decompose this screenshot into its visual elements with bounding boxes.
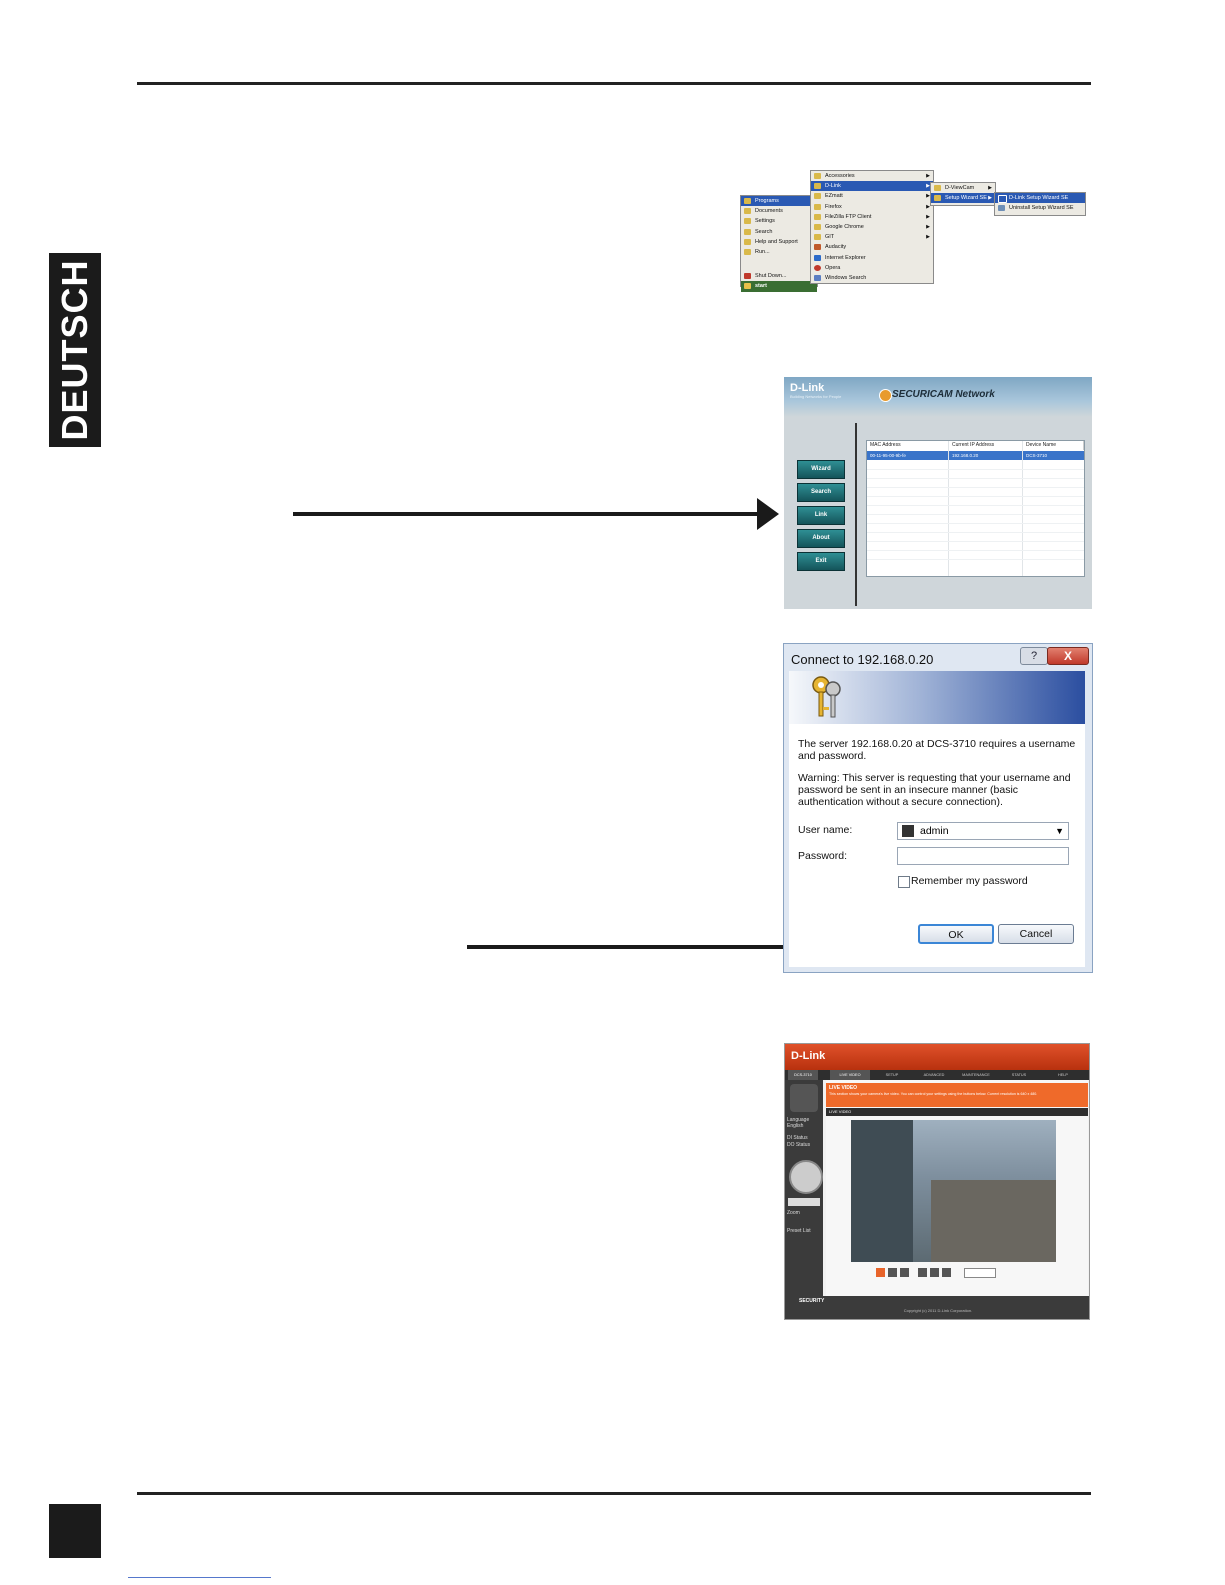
submenu-arrow-icon: ▶ [926, 213, 930, 220]
column-header-mac[interactable]: MAC Address [867, 441, 949, 450]
folder-icon [934, 195, 941, 201]
run-icon [744, 249, 751, 255]
language-side-tab-label: DEUTSCH [54, 259, 95, 441]
tab-maintenance[interactable]: MAINTENANCE [962, 1073, 990, 1077]
video-building [931, 1180, 1056, 1262]
cancel-button[interactable]: Cancel [998, 924, 1074, 944]
section-text: This section shows your camera's live video. You can control your settings using the buttons below. Current resolution is 640 x 480. [829, 1092, 1038, 1096]
dlink-item-dviewcam[interactable]: D-ViewCam ▶ [931, 183, 995, 193]
footer-link-underline [128, 1577, 271, 1578]
sidebar-label: Zoom [787, 1210, 800, 1216]
windows-logo-icon [744, 283, 751, 289]
folder-icon [814, 173, 821, 179]
dialog-title: Connect to 192.168.0.20 [791, 652, 934, 667]
submenu-arrow-icon: ▶ [926, 234, 930, 241]
table-gridline [867, 559, 1084, 560]
close-button[interactable]: X [1047, 647, 1089, 665]
start-menu-screenshot [740, 170, 1085, 290]
menu-item-shutdown[interactable]: Shut Down... [741, 271, 817, 281]
submenu-item[interactable]: GIT ▶ [811, 232, 933, 242]
settings-icon [744, 218, 751, 224]
link-button[interactable]: Link [797, 506, 845, 525]
username-label: User name: [798, 824, 853, 836]
chevron-down-icon[interactable]: ▼ [1055, 826, 1064, 836]
help-button[interactable]: ? [1020, 647, 1048, 665]
submenu-item[interactable]: FileZilla FTP Client ▶ [811, 212, 933, 222]
dlink-logo: D-Link [790, 382, 825, 394]
page-number-box [49, 1504, 101, 1558]
submenu-item[interactable]: Firefox ▶ [811, 202, 933, 212]
remember-checkbox[interactable] [898, 876, 910, 888]
table-gridline [867, 550, 1084, 551]
table-gridline [867, 469, 1084, 470]
menu-item-search[interactable]: Search [741, 227, 817, 237]
submenu-item[interactable]: Internet Explorer [811, 253, 933, 263]
cell-ip: 192.168.0.20 [952, 453, 979, 458]
submenu-arrow-icon: ▶ [988, 195, 992, 202]
folder-icon [814, 224, 821, 230]
submenu-arrow-icon: ▶ [988, 185, 992, 191]
table-gridline [948, 441, 949, 576]
menu-item-run[interactable]: Run... [741, 247, 817, 257]
language-side-tab [49, 253, 101, 447]
browser-icon [814, 255, 821, 261]
table-gridline [867, 478, 1084, 479]
help-icon [744, 239, 751, 245]
remember-label: Remember my password [911, 875, 1028, 887]
securicam-logo-icon [879, 389, 892, 402]
password-label: Password: [798, 850, 848, 862]
cell-mac: 00-11-95-00-9b-fe [870, 453, 906, 458]
ptz-wheel[interactable] [789, 1160, 823, 1194]
sidebar-label: Language [787, 1117, 810, 1123]
folder-icon [814, 193, 821, 199]
ok-button[interactable]: OK [918, 924, 994, 944]
dlink-tagline: Building Networks for People [790, 394, 842, 399]
securicam-divider [855, 423, 857, 606]
tab-setup[interactable]: SETUP [885, 1073, 899, 1077]
submenu-item[interactable]: EZmatt ▶ [811, 191, 933, 201]
footer-brand: SECURITY [799, 1298, 825, 1304]
server-message: The server 192.168.0.20 at DCS-3710 requires a username and password. [798, 738, 1076, 762]
live-video-screenshot [784, 1043, 1090, 1320]
model-label: DCS-3710 [788, 1070, 818, 1080]
live-section-box [826, 1083, 1088, 1107]
power-icon [744, 273, 751, 279]
submenu-arrow-icon: ▶ [926, 173, 930, 179]
talk-icon[interactable] [930, 1268, 939, 1277]
submenu-arrow-icon: ▶ [926, 223, 930, 230]
copyright: Copyright (c) 2011 D-Link Corporation. [903, 1308, 973, 1313]
submenu-item[interactable]: Windows Search [811, 273, 933, 283]
sidebar-label: DI Status [787, 1135, 808, 1141]
dialog-banner [789, 671, 1085, 724]
column-header-device[interactable]: Device Name [1023, 441, 1084, 450]
sidebar-label: English [787, 1123, 804, 1129]
submenu-item[interactable]: Audacity [811, 242, 933, 252]
submenu-item[interactable]: Google Chrome ▶ [811, 222, 933, 232]
sidebar-label: DO Status [787, 1142, 811, 1148]
search-button[interactable]: Search [797, 483, 845, 502]
table-gridline [867, 505, 1084, 506]
folder-icon [814, 183, 821, 189]
stop-icon[interactable] [900, 1268, 909, 1277]
table-gridline [867, 487, 1084, 488]
sidebar-label: Preset List [787, 1228, 811, 1234]
app-icon [998, 195, 1007, 203]
zoom-controls[interactable] [788, 1198, 820, 1206]
username-value: admin [920, 825, 949, 837]
menu-item-help[interactable]: Help and Support [741, 237, 817, 247]
folder-icon [814, 214, 821, 220]
connect-dialog-screenshot [783, 643, 1093, 973]
bottom-rule [137, 1492, 1091, 1495]
section-title: LIVE VIDEO [829, 1085, 858, 1091]
folder-icon [934, 185, 941, 191]
taskbar-start[interactable]: start [741, 281, 817, 291]
video-building [851, 1120, 913, 1262]
menu-item-settings[interactable]: Settings [741, 216, 817, 226]
video-toolbar[interactable] [876, 1268, 1036, 1278]
wizard-item-uninstall[interactable]: Uninstall Setup Wizard SE [995, 203, 1085, 213]
securicam-header [784, 377, 1092, 417]
user-icon [902, 825, 914, 837]
live-header [785, 1044, 1090, 1070]
live-nav [785, 1070, 1090, 1080]
submenu-item[interactable]: Opera [811, 263, 933, 273]
search-icon [814, 275, 821, 281]
start-menu-panel [740, 195, 818, 290]
audio-icon[interactable] [918, 1268, 927, 1277]
submenu-arrow-icon: ▶ [926, 203, 930, 210]
tab-advanced[interactable]: ADVANCED [923, 1073, 945, 1077]
dlink-item-wizard[interactable]: Setup Wizard SE ▶ [931, 193, 995, 203]
live-sidebar [785, 1080, 823, 1296]
wizard-submenu [994, 192, 1086, 216]
column-header-ip[interactable]: Current IP Address [949, 441, 1023, 450]
table-gridline [1022, 441, 1023, 576]
menu-item-programs[interactable]: Programs [741, 196, 817, 206]
table-gridline [867, 541, 1084, 542]
live-main [826, 1080, 1088, 1296]
keys-icon [808, 674, 844, 720]
table-row[interactable] [867, 451, 1084, 460]
table-gridline [867, 523, 1084, 524]
preset-select[interactable] [964, 1268, 996, 1278]
table-gridline [867, 496, 1084, 497]
securicam-brand: SECURICAM Network [892, 389, 995, 400]
live-video-frame[interactable] [851, 1120, 1056, 1262]
submenu-arrow-icon: ▶ [926, 183, 930, 190]
folder-icon [814, 204, 821, 210]
dlink-logo: D-Link [791, 1050, 826, 1062]
username-field[interactable] [897, 822, 1069, 840]
opera-icon [814, 265, 821, 271]
device-table [866, 440, 1085, 577]
top-rule [137, 82, 1091, 85]
zoom-icon[interactable] [942, 1268, 951, 1277]
dlink-submenu [930, 182, 996, 206]
exit-button[interactable]: Exit [797, 552, 845, 571]
about-button[interactable]: About [797, 529, 845, 548]
table-gridline [867, 514, 1084, 515]
ptz-pad[interactable] [790, 1084, 818, 1112]
record-icon[interactable] [888, 1268, 897, 1277]
programs-submenu [810, 170, 934, 284]
tab-help[interactable]: HELP [1058, 1073, 1068, 1077]
video-bar [826, 1108, 1088, 1116]
menu-item-documents[interactable]: Documents [741, 206, 817, 216]
uninstall-icon [998, 205, 1005, 211]
search-icon [744, 229, 751, 235]
submenu-item-dlink[interactable]: D-Link ▶ [811, 181, 933, 191]
folder-icon [744, 208, 751, 214]
password-field[interactable] [897, 847, 1069, 865]
arrow-to-link-button [293, 512, 757, 516]
tab-status[interactable]: STATUS [1011, 1073, 1027, 1077]
snapshot-icon[interactable] [876, 1268, 885, 1277]
folder-icon [744, 198, 751, 204]
submenu-arrow-icon: ▶ [926, 193, 930, 200]
cell-device: DCS-3710 [1026, 453, 1048, 458]
tab-live-video[interactable]: LIVE VIDEO [830, 1070, 870, 1080]
submenu-item[interactable]: Accessories ▶ [811, 171, 933, 181]
security-warning: Warning: This server is requesting that your username and password be sent in an insecure manner (basic authentication without a secure connection). [798, 772, 1071, 808]
video-bar-title: LIVE VIDEO [829, 1109, 852, 1114]
audio-icon [814, 244, 821, 250]
wizard-item-launch[interactable]: D-Link Setup Wizard SE [995, 193, 1085, 203]
wizard-button[interactable]: Wizard [797, 460, 845, 479]
table-gridline [867, 532, 1084, 533]
securicam-screenshot [784, 377, 1092, 609]
folder-icon [814, 234, 821, 240]
